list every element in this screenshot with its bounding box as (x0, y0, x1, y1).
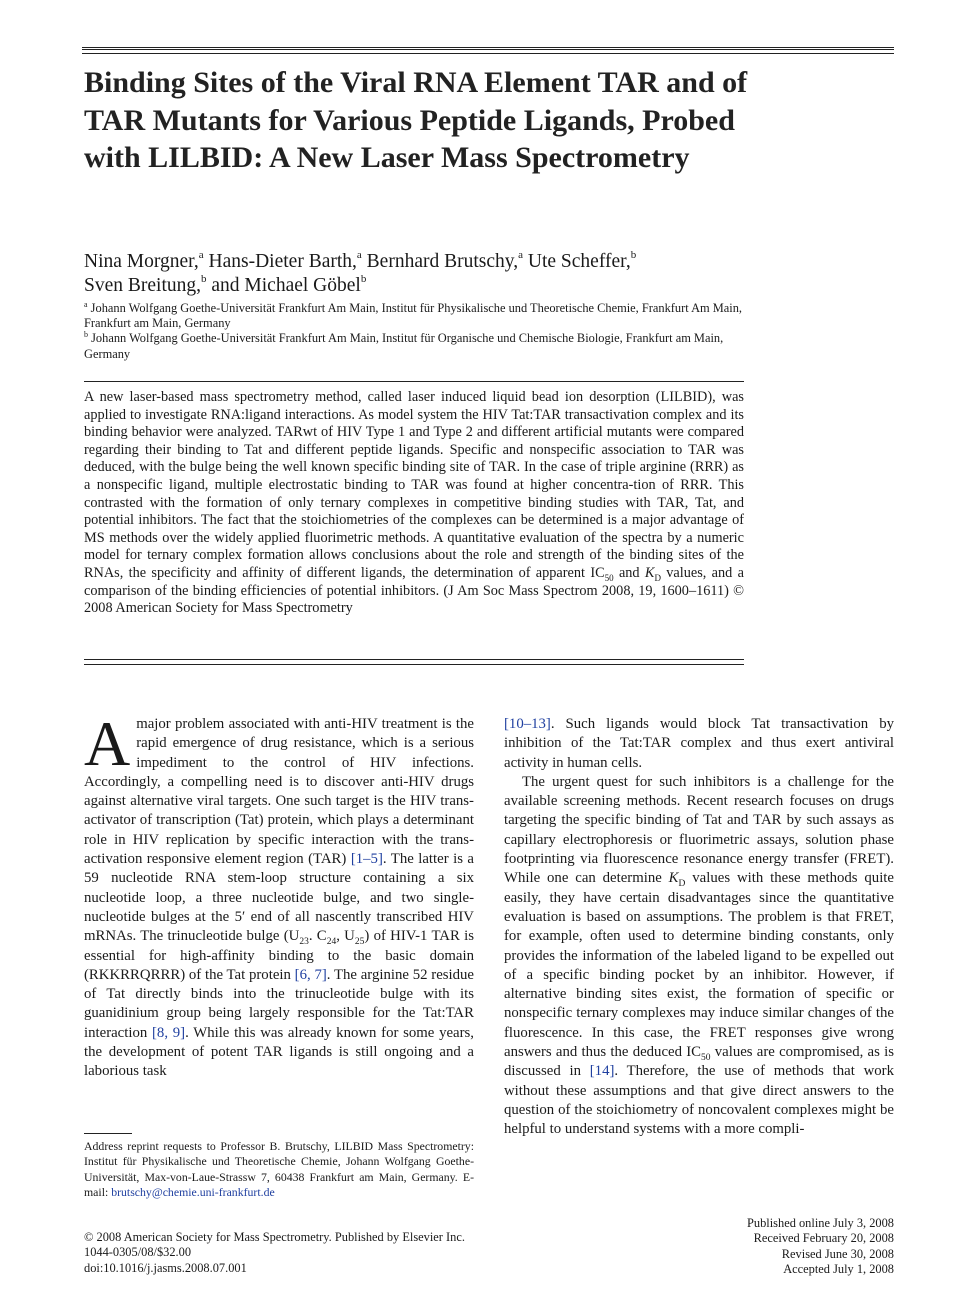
top-rule (82, 47, 894, 54)
copyright-line: © 2008 American Society for Mass Spectrometry. Published by Elsevier Inc. (84, 1230, 465, 1244)
drop-cap: A (84, 708, 131, 779)
email-link[interactable]: brutschy@chemie.uni-frankfurt.de (111, 1184, 275, 1199)
affiliation: $^b$ Johann Wolfgang Goethe-Universität Frankfurt Am Main, Institut für Organische und Chemische Biologie, Frankfurt am Main, Germany (84, 330, 724, 361)
footer-dates (747, 1216, 894, 1277)
author-list (84, 250, 744, 298)
published-date: Published online July 3, 2008 (747, 1216, 894, 1230)
abstract: A new laser-based mass spectrometry method, called laser induced liquid bead ion desorption (LILBID), was applied to investigate RNA:ligand interactions. As model system the HIV Tat:TAR transactivation complex and its binding behavior were analyzed. TARwt of HIV Type 1 and Type 2 and different artificial mutants were compared regarding their binding to Tat and different peptide ligands. Specific and nonspecific association to TAR was deduced, with the bulge being the well known specific binding site of TAR. In the case of triple arginine (RRR) as a nonspecific ligand, multiple electrostatic binding to TAR was found at higher concentra-tion of RRR. This contrasted with the formation of only ternary complexes in competitive binding studies with TAR, Tat, and potential inhibitors. The fact that the stoichiometries of the complexes can be determined is a major advantage of MS methods over the widely applied fluorimetric methods. A quantitative evaluation of the spectra by a numeric model for ternary complex formation allows conclusions about the role and strength of the binding sites of the RNAs, the specificity and affinity of different ligands, the determination of apparent $IC_{50}$ and $K_D$ values, and a comparison of the binding efficiencies of potential inhibitors. (J Am Soc Mass Spectrom 2008, 19, 1600–1611) © 2008 American Society for Mass Spectrometry (84, 389, 744, 617)
citation-link[interactable]: [6, 7] (294, 966, 327, 983)
citation-link[interactable]: [1–5] (350, 851, 383, 868)
body-column-right (504, 715, 894, 1140)
accepted-date: Accepted July 1, 2008 (783, 1261, 894, 1276)
issn-line: 1044-0305/08/$32.00 (84, 1245, 192, 1260)
body-column-left (84, 708, 474, 1082)
doi-line: doi:10.1016/j.jasms.2008.07.001 (84, 1260, 247, 1275)
author: Bernhard Brutschy,$^a$ (366, 249, 524, 272)
author: Nina Morgner,$^a$ (84, 249, 204, 272)
article-title: Binding Sites of the Viral RNA Element TAR and of TAR Mutants for Various Peptide Ligands, Probed with LILBID: A New Laser Mass Spectrometry (84, 66, 748, 174)
citation-link[interactable]: [10–13] (504, 716, 551, 732)
author: Ute Scheffer,$^b$ (527, 249, 637, 272)
author: and Michael Göbel$^b$ (211, 273, 367, 296)
revised-date: Revised June 30, 2008 (781, 1246, 894, 1261)
paragraph: The urgent quest for such inhibitors is a challenge for the available screening methods. Recent research focuses on drugs targeting the specific binding of Tat and TAR by such assays as capillary electrophoresis or fluorimetric assays, solution phase footprinting via fluorescence resonance energy transfer (FRET). While one can determine $K_D$ values with these methods quite easily, they have certain disadvantages since the quantitative evaluation is based on assumptions. The problem is that FRET, for example, often used to determine binding constants, only provides the information of the labeled ligand to be expelled out of a specific binding pocket by an inhibitor. However, if alternative binding sites exist, the formation of specific or nonspecific ternary complexes may induce similar changes of the fluorescence. In this case, the FRET responses give wrong answers and thus the deduced $IC_{50}$ values are compromised, as is discussed in [14]. Therefore, the use of methods that work without these assumptions and that give direct answers to the question of the stoichiometry of noncovalent complexes might be helpful to understand systems with a more compli- (504, 773, 895, 1138)
abstract-top-rule (84, 381, 744, 382)
footnote-rule (84, 1133, 132, 1134)
abstract-bottom-rule-2 (84, 664, 744, 665)
affiliation: $^a$ Johann Wolfgang Goethe-Universität Frankfurt Am Main, Institut für Physikalische und Theoretische Chemie, Frankfurt Am Main, Frankfurt am Main, Germany (84, 300, 743, 331)
author: Hans-Dieter Barth,$^a$ (208, 249, 362, 272)
affiliations (84, 301, 744, 362)
received-date: Received February 20, 2008 (753, 1231, 894, 1246)
abstract-bottom-rule (84, 659, 744, 660)
correspondence-footnote: Address reprint requests to Professor B. Brutschy, LILBID Mass Spectrometry: Institut für Physikalische und Theoretische Chemie, Johann Wolfgang Goethe-Universität, Max-von-Laue-Strassw 7, 60438 Frankfurt am Main, Germany. E-mail: brutschy@chemie.uni-frankfurt.de (84, 1139, 474, 1199)
paragraph: [10–13]. Such ligands would block Tat transactivation by inhibition of the Tat:TAR complex and thus exert antiviral activity in human cells. (504, 716, 894, 771)
citation-link[interactable]: [14] (589, 1063, 615, 1080)
paragraph: A major problem associated with anti-HIV treatment is the rapid emergence of drug resistance, which is a serious impediment to the control of HIV infections. Accordingly, a compelling need is to discover anti-HIV drugs against alternative viral targets. One such target is the HIV trans-activator of transcription (Tat) protein, which plays a determinant role in HIV replication by specific interaction with the trans-activation responsive element region (TAR) [1–5]. The latter is a 59 nucleotide RNA stem-loop structure containing a six nucleotide loop, a three nucleotide bulge, and two single-nucleotide bulges at the 5′ end of all nascently transcribed HIV mRNAs. The trinucleotide bulge ($U_{23}$. $C_{24}$, $U_{25}$) of HIV-1 TAR is essential for high-affinity binding to the basic domain (RKKRRQRRR) of the Tat protein [6, 7]. The arginine 52 residue of Tat directly binds into the trinucleotide bulge with its guanidinium group being largely responsible for the Tat:TAR interaction [8, 9]. While this was already known for some years, the development of potent TAR ligands is still ongoing and a laborious task (84, 708, 474, 1080)
author: Sven Breitung,$^b$ (84, 273, 207, 296)
footer-copyright (84, 1230, 465, 1276)
citation-link[interactable]: [8, 9] (152, 1024, 186, 1041)
